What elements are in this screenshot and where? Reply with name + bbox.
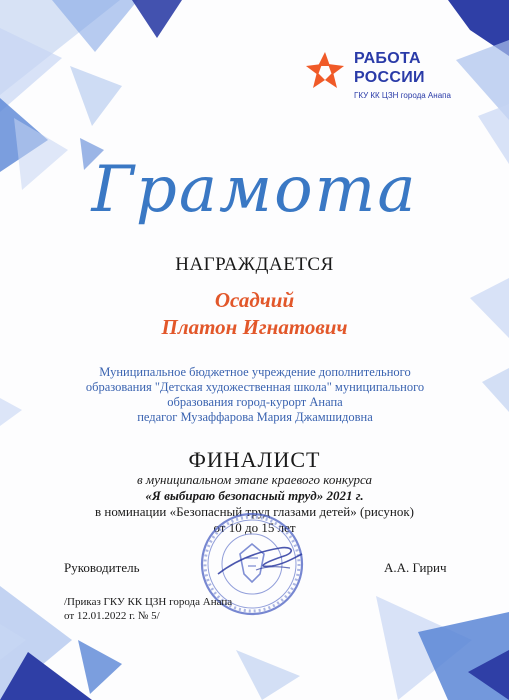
organization-line: образования город-курорт Анапа: [167, 395, 343, 409]
star-logo-icon: [304, 50, 346, 92]
logo-text-line2: РОССИИ: [354, 69, 425, 86]
rabota-rossii-logo: [304, 44, 474, 114]
contest-age-group: от 10 до 15 лет: [213, 520, 296, 535]
logo-text-line1: РАБОТА: [354, 50, 421, 67]
signature-role: Руководитель: [64, 560, 140, 575]
order-line: от 12.01.2022 г. № 5/: [64, 610, 160, 622]
logo-subtitle: ГКУ КК ЦЗН города Анапа: [354, 91, 451, 100]
signature-name: А.А. Гирич: [384, 560, 447, 575]
status-heading: ФИНАЛИСТ: [188, 447, 321, 472]
organization-line: Муниципальное бюджетное учреждение дополнительного: [99, 365, 411, 379]
organization-block: [40, 365, 470, 425]
certificate-title: Грамота: [91, 153, 418, 227]
recipient-given-names: Платон Игнатович: [161, 315, 348, 339]
contest-nomination: в номинации «Безопасный труд глазами детей» (рисунок): [95, 504, 414, 519]
recipient-surname: Осадчий: [214, 288, 295, 312]
teacher-line: педагог Музаффарова Мария Джамшидовна: [137, 410, 373, 424]
awarded-label: НАГРАЖДАЕТСЯ: [175, 254, 334, 275]
order-reference: [64, 595, 232, 623]
contest-name: «Я выбираю безопасный труд» 2021 г.: [145, 488, 364, 503]
order-line: /Приказ ГКУ КК ЦЗН города Анапа: [64, 596, 233, 608]
contest-stage: в муниципальном этапе краевого конкурса: [137, 472, 372, 487]
organization-line: образования "Детская художественная школа" муниципального: [85, 380, 425, 394]
